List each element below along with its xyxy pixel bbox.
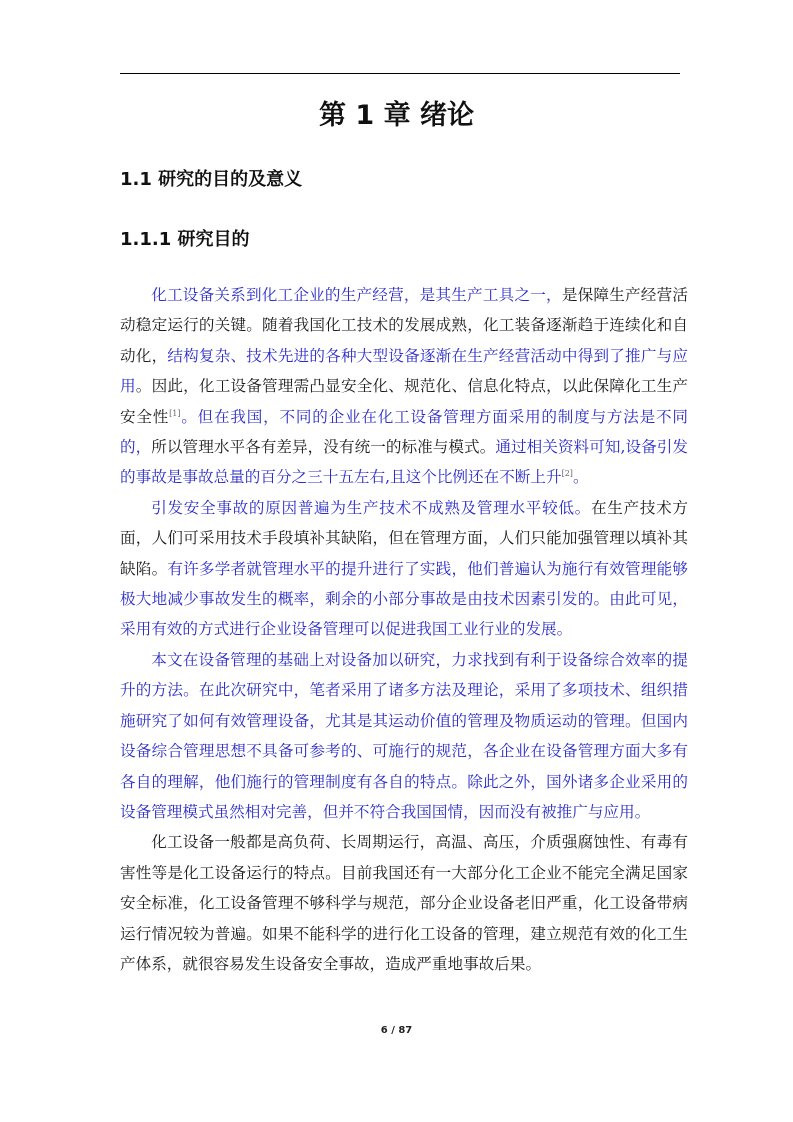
paragraph-2-sentence-3: 有许多学者就管理水平的提升进行了实践，他们普遍认为施行有效管理能够极大地减少事故发生的概率，剩余的小部分事故是由技术因素引发的。由此可见，采用有效的方式进行企业设备管理可以促进我国工业行业的发展。: [120, 559, 688, 639]
page-number: 6 / 87: [380, 1025, 413, 1036]
chapter-title: 第 1 章 绪论: [319, 100, 474, 131]
section-heading: 1.1 研究的目的及意义: [120, 169, 303, 190]
paragraph-2-sentence-1: 引发安全事故的原因普遍为生产技术不成熟及管理水平较低。: [151, 498, 591, 517]
paragraph-3: [120, 645, 688, 827]
paragraph-1-sentence-4: 。因此，化工设备管理需凸显安全化、规范化、信息化特点，以此保障化工生产安全性: [120, 377, 688, 426]
paragraph-4: [120, 827, 688, 979]
paragraph-4-text: 化工设备一般都是高负荷、长周期运行，高温、高压，介质强腐蚀性、有毒有害性等是化工设备运行的特点。目前我国还有一大部分化工企业不能完全满足国家安全标准，化工设备管理不够科学与规范，部分企业设备老旧严重，化工设备带病运行情况较为普遍。如果不能科学的进行化工设备的管理，建立规范有效的化工生产体系，就很容易发生设备安全事故，造成严重地事故后果。: [120, 833, 688, 973]
paragraph-2-sentence-2: 在生产技术方面，人们可采用技术手段填补其缺陷，但在管理方面，人们只能加强管理以填补其缺陷。: [120, 498, 688, 578]
paragraph-1-sentence-5: 。但在我国，不同的企业在化工设备管理方面采用的制度与方法是不同的，: [120, 407, 688, 457]
paragraph-1: [120, 280, 688, 493]
paragraph-3-text: 本文在设备管理的基础上对设备加以研究，力求找到有利于设备综合效率的提升的方法。在此次研究中，笔者采用了诸多方法及理论，采用了多项技术、组织措施研究了如何有效管理设备，尤其是其运动价值的管理及物质运动的管理。但国内设备综合管理思想不具备可参考的、可施行的规范，各企业在设备管理方面大多有各自的理解，他们施行的管理制度有各自的特点。除此之外，国外诸多企业采用的设备管理模式虽然相对完善，但并不符合我国国情，因而没有被推广与应用。: [120, 650, 688, 821]
paragraph-1-sentence-7: 通过相关资料可知,设备引发的事故是事故总量的百分之三十五左右,且这个比例还在不断上升: [120, 438, 688, 487]
paragraph-1-sentence-2: 是保障生产经营活动稳定运行的关键。随着我国化工技术的发展成熟，化工装备逐渐趋于连续化和自动化，: [120, 286, 688, 365]
subsection-heading: 1.1.1 研究目的: [120, 229, 250, 250]
paragraph-2: [120, 493, 688, 645]
body-text: [120, 280, 688, 979]
citation-2[interactable]: [2]: [561, 469, 573, 479]
header-rule: [120, 73, 680, 74]
paragraph-1-sentence-8: 。: [572, 468, 589, 487]
paragraph-1-sentence-1: 化工设备关系到化工企业的生产经营，是其生产工具之一，: [151, 286, 562, 304]
paragraph-1-sentence-3: 结构复杂、技术先进的各种大型设备逐渐在生产经营活动中得到了推广与应用: [120, 346, 688, 396]
citation-1[interactable]: [1]: [169, 408, 181, 418]
paragraph-1-sentence-6: 所以管理水平各有差异，没有统一的标准与模式。: [151, 438, 496, 457]
